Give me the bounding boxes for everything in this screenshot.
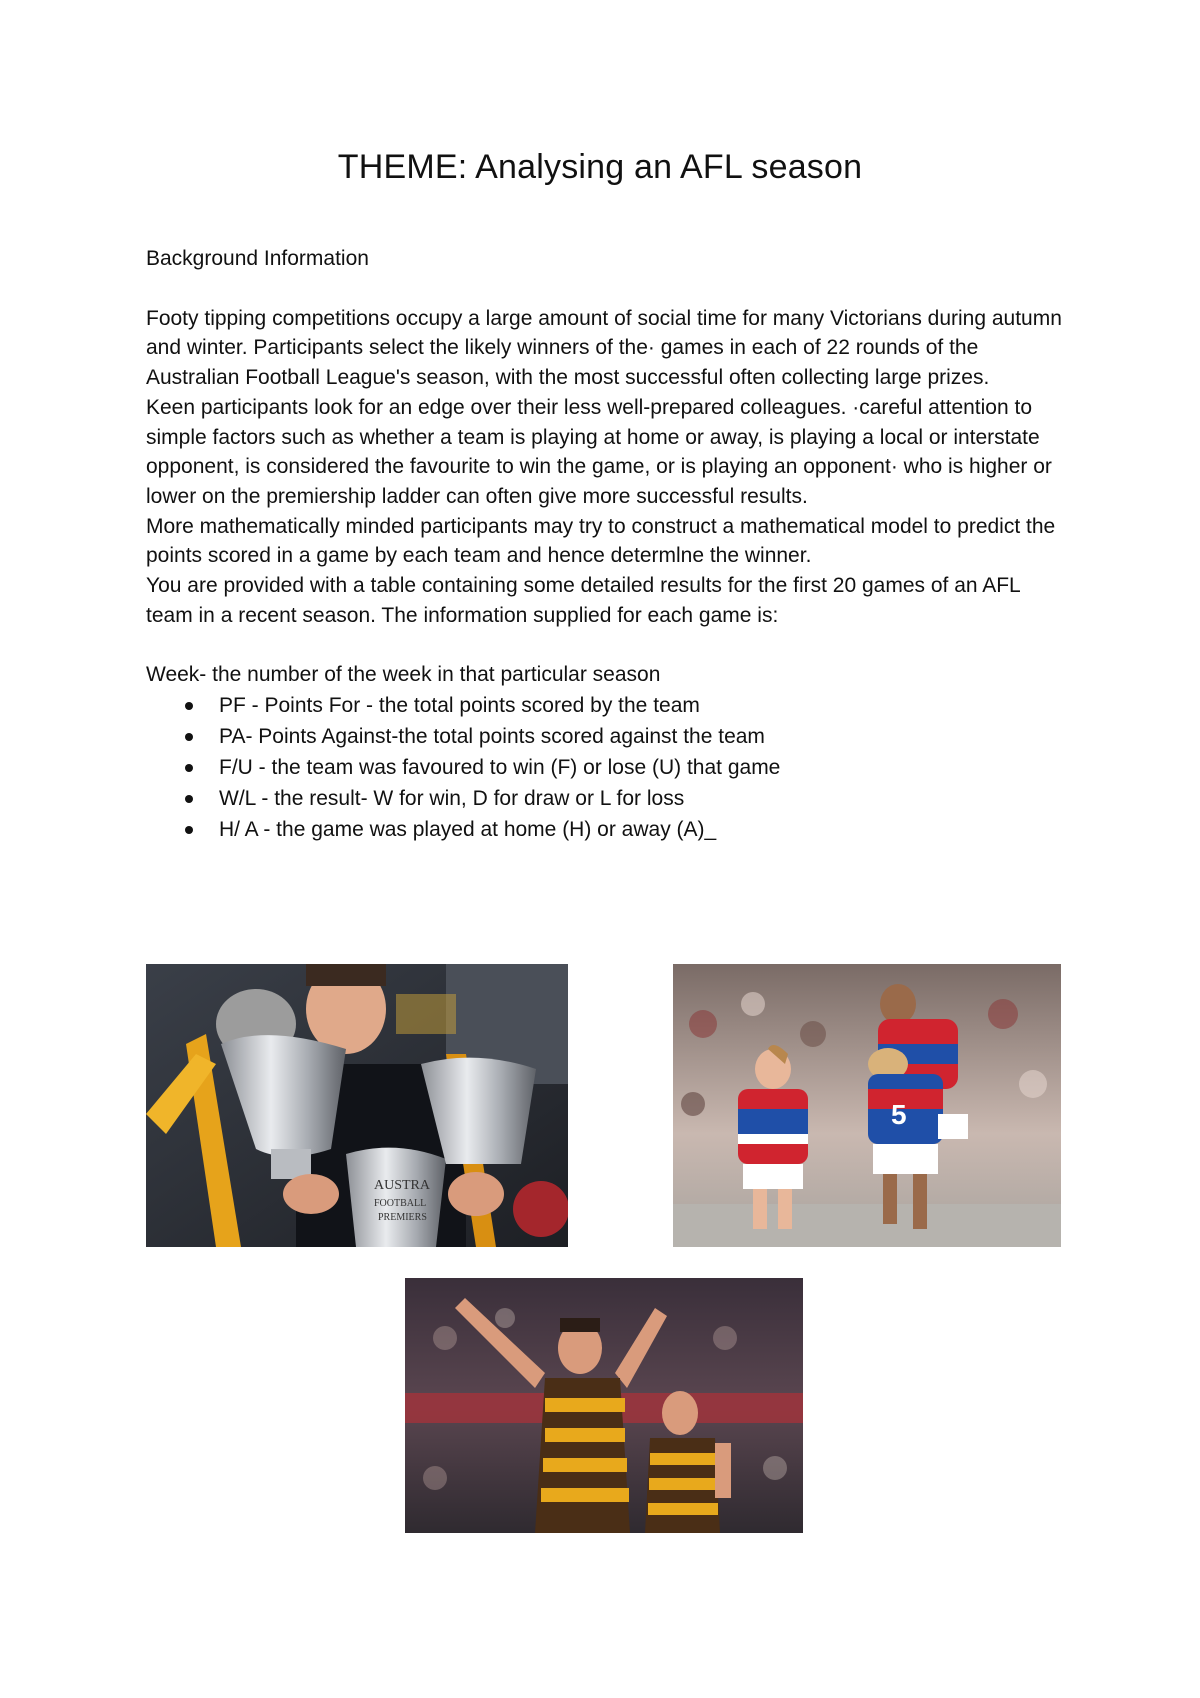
list-item-text: PF - Points For - the total points scored by the team — [219, 694, 700, 718]
hawthorn-celebration-illustration — [405, 1278, 803, 1533]
list-item — [146, 752, 1066, 783]
paragraph-1: Footy tipping competitions occupy a large amount of social time for many Victorians during autumn and winter. Participants select the likely winners of the· games in each of 22 rounds of the Australian Football League's season, with the most successful often collecting large prizes. — [146, 306, 1062, 390]
list-item-text: W/L - the result- W for win, D for draw or L for loss — [219, 787, 685, 811]
paragraph-3: More mathematically minded participants may try to construct a mathematical model to predict the points scored in a game by each team and hence determlne the winner. — [146, 514, 1056, 568]
bullet-icon — [185, 795, 193, 803]
bullet-icon — [185, 733, 193, 741]
list-item — [146, 721, 1066, 752]
page-title: THEME: Analysing an AFL season — [337, 148, 863, 186]
list-item-text: F/U - the team was favoured to win (F) or lose (U) that game — [219, 756, 781, 780]
list-item-text: PA- Points Against-the total points scored against the team — [219, 725, 765, 749]
list-item — [146, 783, 1066, 814]
paragraph-2: Keen participants look for an edge over their less well-prepared colleagues. ·careful attention to simple factors such as whether a team is playing at home or away, is playing a local or interstate opponent, is considered the favourite to win the game, or is playing an opponent· who is higher or lower on the premiership ladder can often give more successful results. — [146, 395, 1052, 508]
paragraph-4: You are provided with a table containing some detailed results for the first 20 games of an AFL team in a recent season. The information supplied for each game is: — [146, 574, 1020, 627]
blank-line — [146, 630, 1066, 660]
field-definitions-list — [146, 690, 1066, 845]
jersey-number: 5 — [891, 1099, 907, 1130]
hawthorn-celebration-photo — [405, 1278, 803, 1533]
week-line: Week- the number of the week in that particular season — [146, 663, 661, 687]
aflw-celebration-illustration — [673, 964, 1061, 1247]
section-heading: Background Information — [146, 247, 369, 270]
bullet-icon — [185, 764, 193, 772]
premiership-cup-photo — [146, 964, 568, 1247]
document-body — [146, 244, 1066, 845]
premiership-cup-illustration — [146, 964, 568, 1247]
aflw-celebration-photo — [673, 964, 1061, 1247]
trophy-engraving: AUSTRA — [374, 1178, 431, 1193]
trophy-engraving: PREMIERS — [378, 1212, 427, 1223]
trophy-engraving: FOOTBALL — [374, 1198, 427, 1209]
bullet-icon — [185, 826, 193, 834]
bullet-icon — [185, 702, 193, 710]
list-item-text: H/ A - the game was played at home (H) or away (A)_ — [219, 818, 717, 842]
list-item — [146, 690, 1066, 721]
list-item — [146, 814, 1066, 845]
